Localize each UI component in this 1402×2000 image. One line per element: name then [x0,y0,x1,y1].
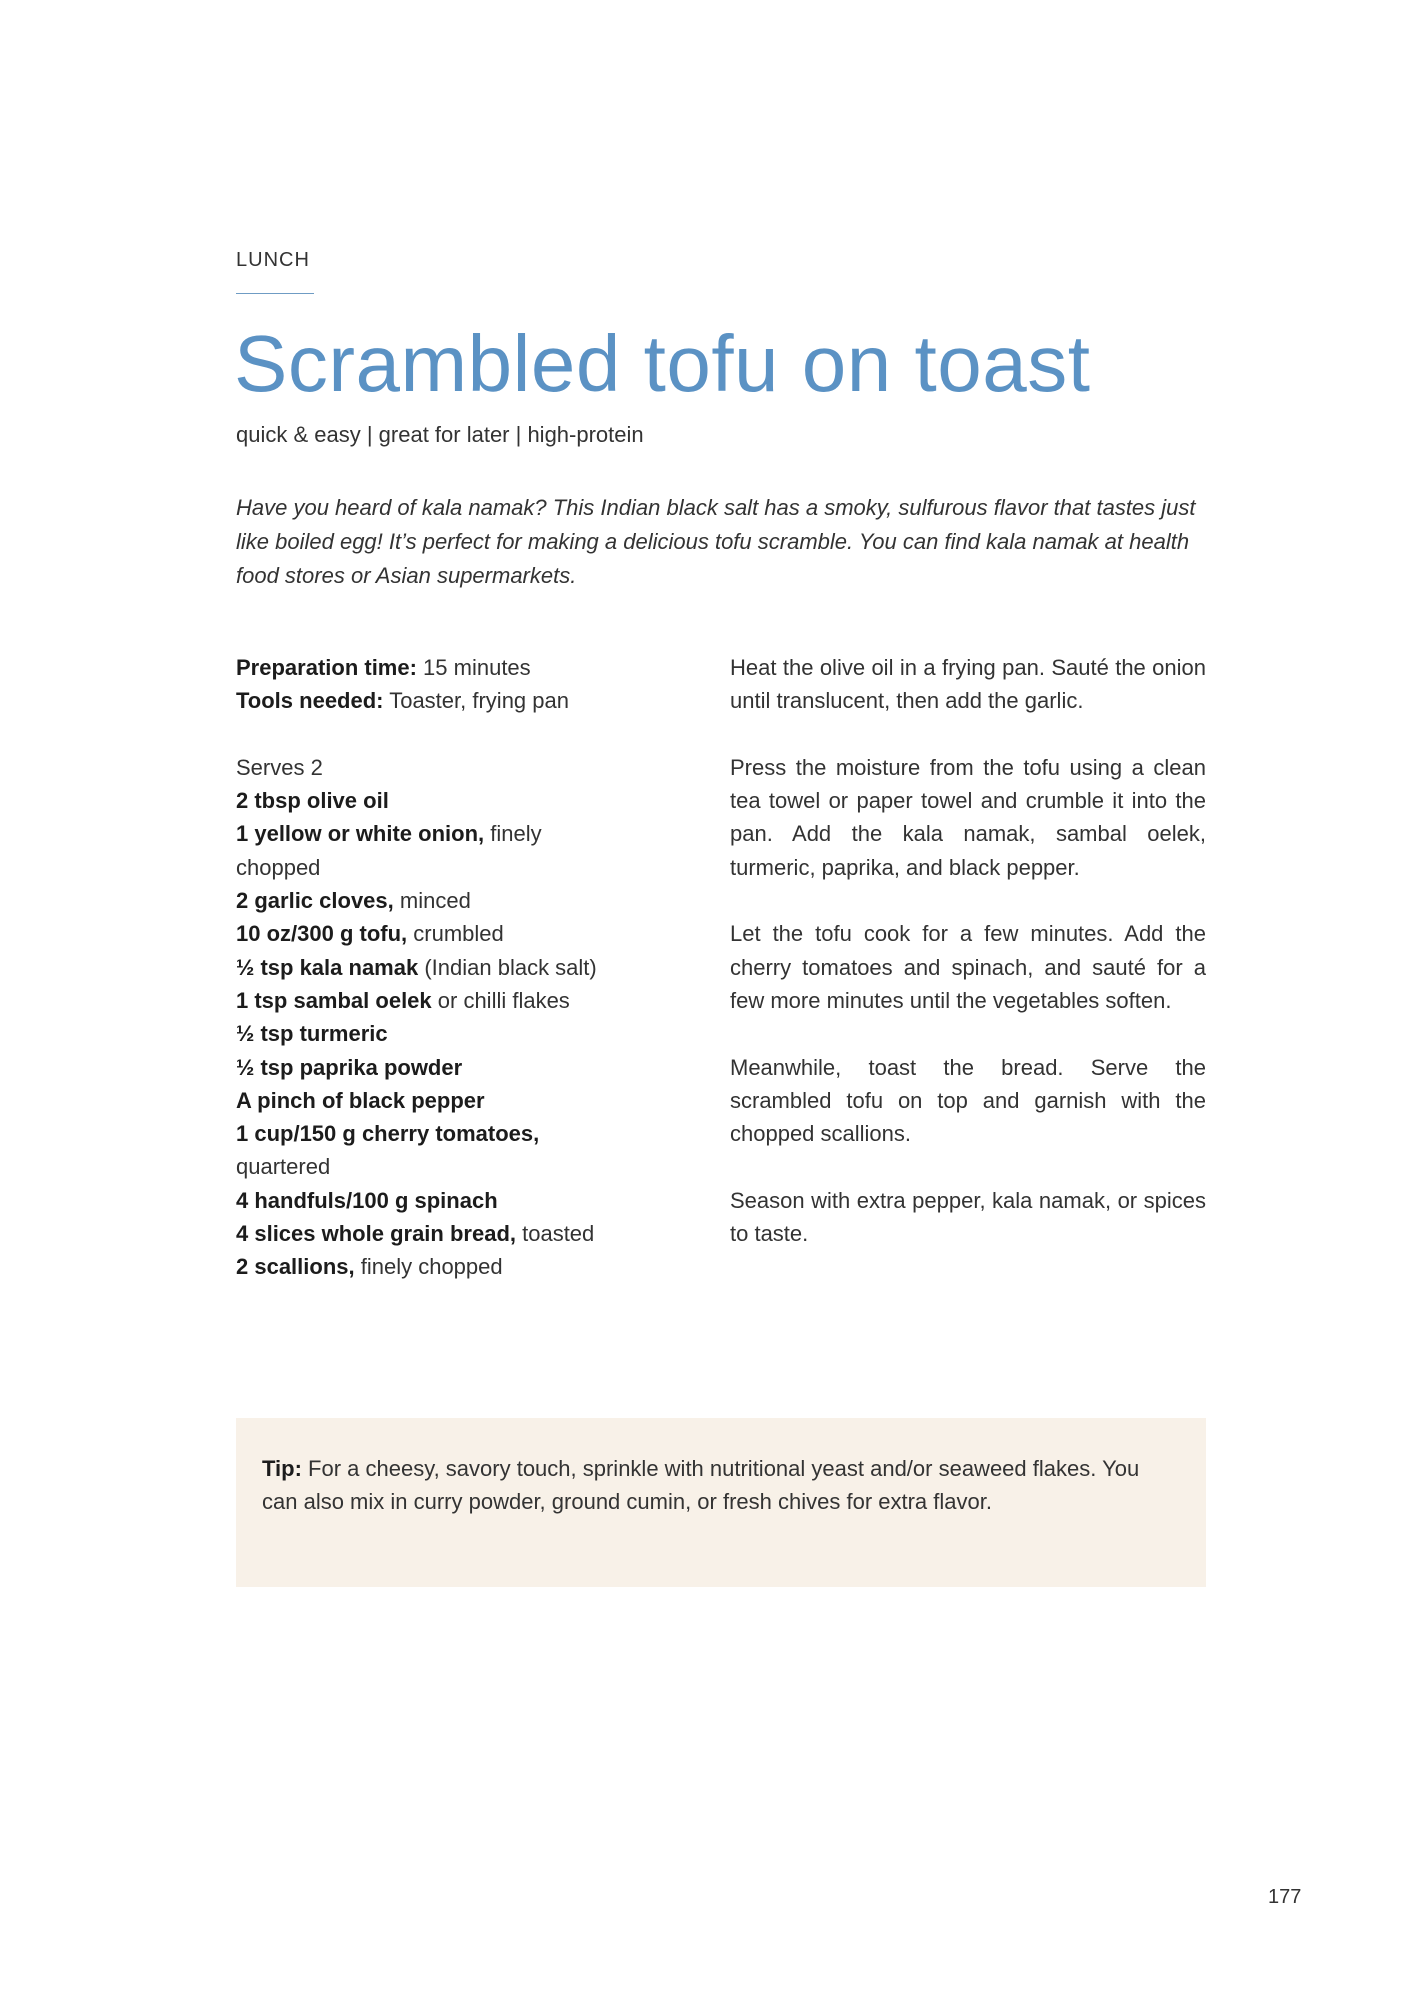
recipe-tags: quick & easy | great for later | high-protein [236,422,644,447]
ingredient-amount: 2 tbsp olive oil [236,788,389,814]
ingredient-item [236,1051,676,1084]
ingredient-amount: 2 scallions, [236,1254,355,1280]
tip-label: Tip: [262,1456,302,1481]
ingredient-item [236,784,676,817]
ingredient-item [236,1017,676,1050]
tip-text [262,1452,1180,1519]
method-step: Let the tofu cook for a few minutes. Add the cherry tomatoes and spinach, and sauté for a few more minutes until the vegetables soften. [730,921,1206,1013]
serves: Serves 2 [236,754,323,780]
ingredient-amount: ½ tsp turmeric [236,1021,388,1047]
method-column [730,651,1206,1284]
ingredient-detail: finely chopped [354,1254,503,1280]
method-step: Meanwhile, toast the bread. Serve the scrambled tofu on top and garnish with the chopped scallions. [730,1054,1206,1147]
ingredient-item [236,851,676,884]
ingredient-item [236,1084,676,1117]
section-divider [236,293,314,294]
method-step: Press the moisture from the tofu using a clean tea towel or paper towel and crumble it into the pan. Add the kala namak, sambal oelek, turmeric, paprika, and black pepper. [730,754,1206,880]
ingredient-detail: minced [393,888,471,914]
ingredient-item [236,917,676,950]
ingredient-detail: finely [484,821,542,847]
tip-body: For a cheesy, savory touch, sprinkle with nutritional yeast and/or seaweed flakes. You can also mix in curry powder, ground cumin, or fresh chives for extra flavor. [262,1456,1140,1515]
recipe-title: Scrambled tofu on toast [234,319,1091,408]
ingredient-amount: 4 handfuls/100 g spinach [236,1187,498,1213]
ingredient-detail: or chilli flakes [431,987,570,1013]
ingredient-detail: chopped [236,854,321,880]
tools-value: Toaster, frying pan [383,688,569,714]
ingredient-item [236,1217,676,1250]
tools-label: Tools needed: [236,688,384,714]
ingredient-item [236,817,676,850]
spacer [236,718,676,751]
ingredient-amount: 2 garlic cloves, [236,888,394,914]
ingredient-item [236,1184,676,1217]
prep-time-label: Preparation time: [236,655,417,680]
tools-needed [236,684,676,717]
ingredient-item [236,1117,676,1150]
ingredient-item [236,884,676,917]
ingredient-list [236,784,676,1283]
tip-box [236,1418,1206,1587]
ingredient-amount: A pinch of black pepper [236,1087,485,1113]
ingredient-item [236,984,676,1017]
ingredient-amount: 4 slices whole grain bread, [236,1221,516,1247]
ingredient-detail: (Indian black salt) [418,954,597,980]
ingredient-item [236,1150,676,1183]
prep-time-value: 15 minutes [416,655,531,680]
ingredient-amount: 1 tsp sambal oelek [236,987,432,1013]
ingredient-item [236,1250,676,1283]
ingredient-amount: 10 oz/300 g tofu, [236,921,408,947]
page-number: 177 [1268,1886,1302,1908]
recipe-intro: Have you heard of kala namak? This Indian black salt has a smoky, sulfurous flavor that tastes just like boiled egg! It’s perfect for making a delicious tofu scramble. You can find kala namak at health food stores or Asian supermarkets. [236,495,1196,588]
ingredient-detail: crumbled [407,921,504,947]
ingredient-item [236,951,676,984]
ingredient-detail: toasted [516,1221,595,1247]
ingredients-column [236,651,676,1284]
section-label: LUNCH [236,249,310,271]
ingredient-amount: 1 yellow or white onion, [236,821,485,847]
step-list [730,651,1206,1250]
method-step: Heat the olive oil in a frying pan. Sauté the onion until translucent, then add the garlic. [730,655,1206,714]
method-step: Season with extra pepper, kala namak, or spices to taste. [730,1187,1206,1247]
ingredient-detail: quartered [236,1154,331,1180]
ingredient-amount: ½ tsp paprika powder [236,1054,463,1080]
prep-time [236,651,676,684]
ingredient-amount: 1 cup/150 g cherry tomatoes, [236,1121,540,1147]
ingredient-amount: ½ tsp kala namak [236,954,419,980]
